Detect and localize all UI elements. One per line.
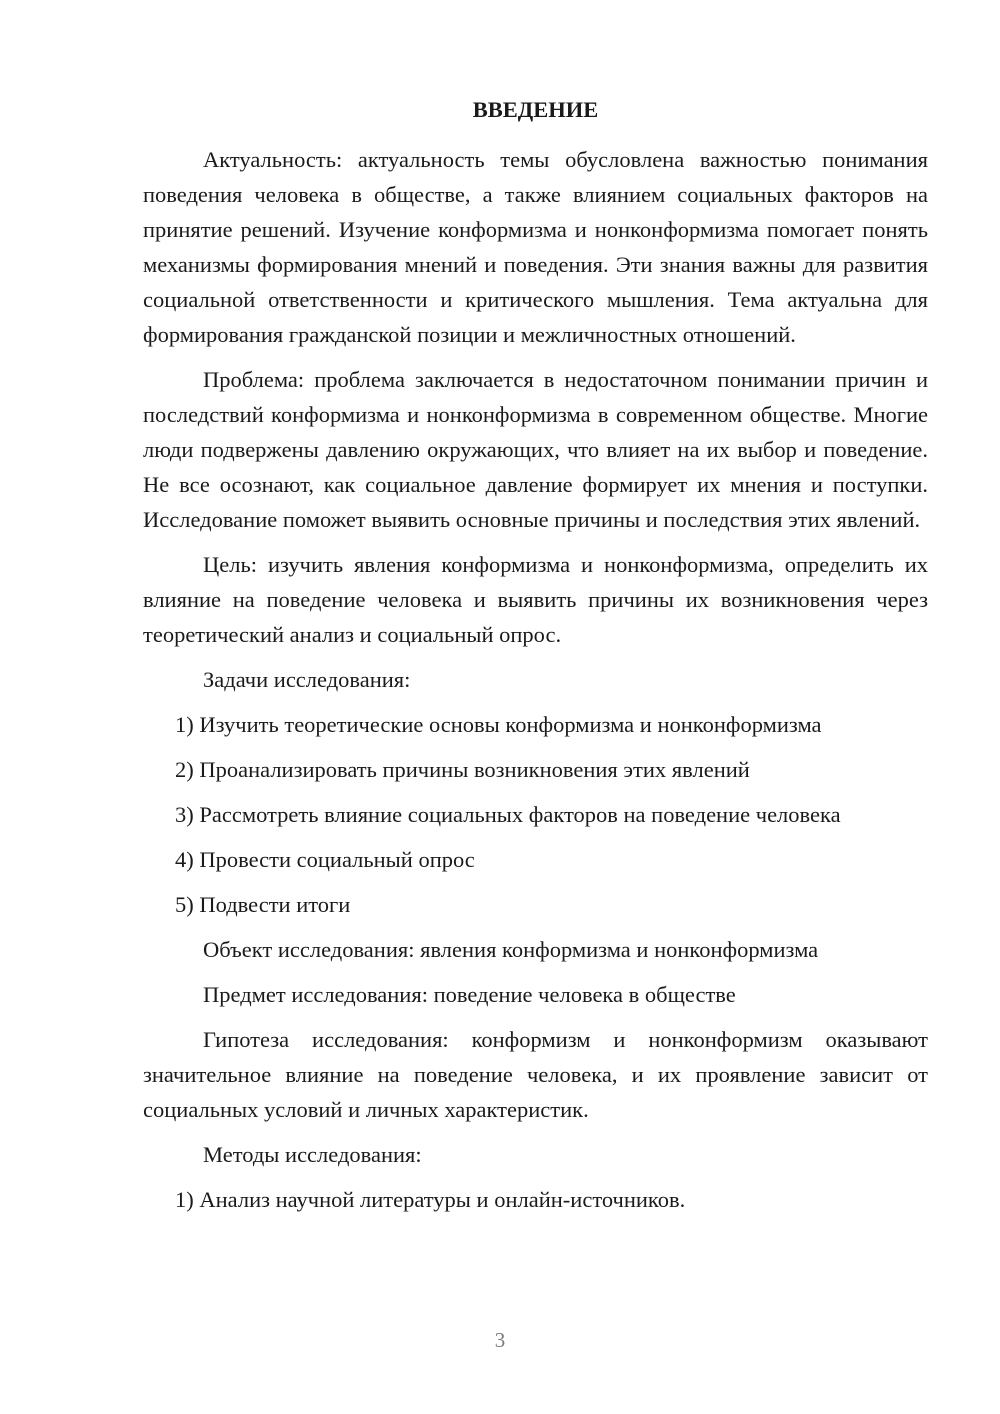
goal-paragraph: Цель: изучить явления конформизма и нонконформизма, определить их влияние на поведение человека и выявить причины их возникновения через теоретический анализ и социальный опрос. — [143, 552, 928, 647]
page-number: 3 — [494, 1328, 506, 1352]
research-subject: Предмет исследования: поведение человека в обществе — [203, 982, 736, 1007]
task-item-1: 1) Изучить теоретические основы конформизма и нонконформизма — [175, 712, 822, 737]
relevance-paragraph: Актуальность: актуальность темы обусловлена важностью понимания поведения человека в обществе, а также влиянием социальных факторов на принятие решений. Изучение конформизма и нонконформизма помогает понять механизмы формирования мнений и поведения. Эти знания важны для развития социальной ответственности и критического мышления. Тема актуальна для формирования гражданской позиции и межличностных отношений. — [143, 147, 928, 347]
research-object: Объект исследования: явления конформизма и нонконформизма — [203, 937, 819, 962]
section-title: ВВЕДЕНИЕ — [472, 97, 599, 122]
document-page — [143, 92, 928, 1227]
hypothesis-paragraph: Гипотеза исследования: конформизм и нонконформизм оказывают значительное влияние на поведение человека, и их проявление зависит от социальных условий и личных характеристик. — [143, 1027, 928, 1122]
task-item-3: 3) Рассмотреть влияние социальных факторов на поведение человека — [175, 802, 841, 827]
task-item-5: 5) Подвести итоги — [175, 892, 351, 917]
problem-paragraph: Проблема: проблема заключается в недостаточном понимании причин и последствий конформизма и нонконформизма в современном обществе. Многие люди подвержены давлению окружающих, что влияет на их выбор и поведение. Не все осознают, как социальное давление формирует их мнения и поступки. Исследование поможет выявить основные причины и последствия этих явлений. — [143, 367, 928, 532]
methods-heading: Методы исследования: — [203, 1142, 422, 1167]
task-item-4: 4) Провести социальный опрос — [175, 847, 475, 872]
task-item-2: 2) Проанализировать причины возникновения этих явлений — [175, 757, 750, 782]
method-item-1: 1) Анализ научной литературы и онлайн-источников. — [175, 1187, 686, 1212]
tasks-heading: Задачи исследования: — [203, 667, 411, 692]
